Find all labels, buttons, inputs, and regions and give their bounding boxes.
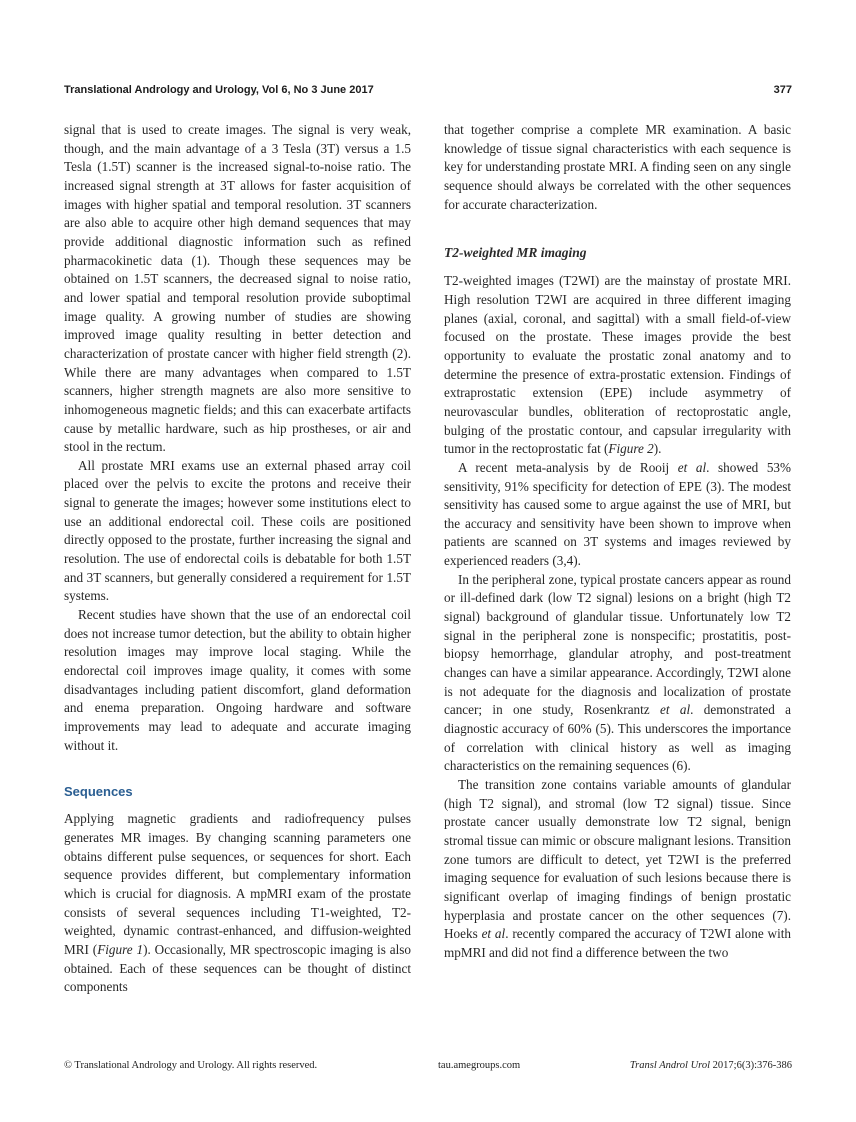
text-run: The transition zone contains variable amounts of glandular (high T2 signal), and stromal (low T2 signal) tissue. Since prostate cancer usually demonstrate low T2 signal, benign stromal tissue can mimic or obscure malignant lesions. Transition zone tumors are difficult to detect, yet T2WI is the preferred imaging sequence for evaluation of such lesions because there is significant overlap of imaging findings of benign prostatic hyperplasia and prostate cancer on the other sequences (7). Hoeks — [444, 777, 791, 942]
paragraph — [64, 810, 411, 997]
paragraph — [444, 459, 791, 571]
text-run: ). Occasionally, MR spectroscopic imaging is also obtained. Each of these sequences can be thought of distinct components — [64, 941, 411, 995]
text-run: ). — [653, 441, 662, 457]
paragraph — [444, 272, 791, 459]
text-run: . showed 53% sensitivity, 91% specificity for detection of EPE (3). The modest sensitivity has caused some to argue against the use of MRI, but the accuracy and sensitivity have been shown to improve when patients are scanned on 3T systems and images reviewed by experienced readers (3,4). — [444, 459, 791, 569]
left-column — [64, 121, 411, 997]
page-footer — [64, 1060, 792, 1076]
text-run: A recent meta-analysis by de Rooij — [458, 459, 678, 475]
figure-1-reference: Figure 1 — [97, 941, 144, 957]
text-run: In the peripheral zone, typical prostate cancers appear as round or ill-defined dark (low T2 signal) lesions on a bright (high T2 signal) background of glandular tissue. Unfortunately low T2 signal in the peripheral zone is nonspecific; prostatitis, post-biopsy hemorrhage, glandular atrophy, and post-treatment changes can have a similar appearance. Accordingly, T2WI alone is not adequate for the diagnosis and localization of prostate cancer; in one study, Rosenkrantz — [444, 571, 791, 718]
journal-title: Translational Andrology and Urology, Vol 6, No 3 June 2017 — [64, 84, 374, 96]
page-number: 377 — [773, 84, 792, 96]
website-link[interactable]: tau.amegroups.com — [438, 1060, 521, 1071]
copyright-notice: © Translational Andrology and Urology. All rights reserved. — [64, 1060, 318, 1071]
text-run: T2-weighted images (T2WI) are the mainstay of prostate MRI. High resolution T2WI are acquired in three different imaging planes (axial, coronal, and sagittal) with a small field-of-view focused on the prostate. These images provide the best opportunity to evaluate the prostatic zonal anatomy and to determine the presence of extra-prostatic extension. Findings of extraprostatic extension (EPE) include asymmetry of neurovascular bundles, obliteration of rectoprostatic angle, bulging of the prostatic contour, and capsular irregularity with tumor in the rectoprostatic fat ( — [444, 273, 791, 457]
subsection-heading-t2-weighted: T2-weighted MR imaging — [444, 245, 587, 261]
et-al: et al — [481, 926, 506, 942]
text-run: . recently compared the accuracy of T2WI alone with mpMRI and did not find a difference between the two — [444, 926, 792, 960]
citation — [630, 1060, 792, 1071]
paragraph: Recent studies have shown that the use of an endorectal coil does not increase tumor detection, but the ability to obtain higher resolution images may improve local staging. While the endorectal coil improves image quality, it comes with some disadvantages including patient discomfort, gland deformation and enema preparation. Ongoing hardware and software improvements may lead to adequate and accurate imaging without it. — [64, 607, 411, 753]
et-al: et al — [660, 702, 691, 718]
right-column — [444, 121, 791, 963]
et-al: et al — [677, 459, 707, 475]
paragraph: signal that is used to create images. The signal is very weak, though, and the main advantage of a 3 Tesla (3T) versus a 1.5 Tesla (1.5T) scanner is the increased signal-to-noise ratio. The increased signal strength at 3T allows for faster acquisition of images with higher spatial and temporal resolution. 3T scanners are also able to acquire other high demand sequences that may provide additional diagnostic information such as refined pharmacokinetic data (1). Though these sequences may be obtained on 1.5T scanners, the decreased signal to noise ratio, and lower spatial and temporal resolution provide suboptimal image quality. A growing number of studies are showing improved image quality resulting in better detection and characterization of prostate cancer with higher field strength (2). While there are many advantages when compared to 1.5T scanners, higher strength magnets are also more sensitive to inhomogeneous magnetic fields; and this can exacerbate artifacts cause by metallic hardware, such as hip prostheses, or air and stool in the rectum. — [64, 122, 411, 455]
paragraph: that together comprise a complete MR examination. A basic knowledge of tissue signal characteristics with each sequence is key for understanding prostate MRI. A finding seen on any single sequence should always be correlated with the other sequences for accurate characterization. — [444, 122, 791, 212]
citation-reference: 2017;6(3):376-386 — [710, 1060, 792, 1071]
paragraph — [444, 571, 791, 776]
paragraph — [444, 776, 791, 963]
section-heading-sequences: Sequences — [64, 784, 133, 800]
text-run: . demonstrated a diagnostic accuracy of 60% (5). This underscores the importance of correlation with clinical history as well as imaging characteristics on the remaining sequences (6). — [444, 702, 791, 774]
text-run: Applying magnetic gradients and radiofrequency pulses generates MR images. By changing scanning parameters one obtains different pulse sequences, or sequences for short. Each sequence provides different, but complementary information which is crucial for diagnosis. A mpMRI exam of the prostate consists of several sequences including T1-weighted, T2-weighted, dynamic contrast-enhanced, and diffusion-weighted MRI ( — [64, 811, 411, 957]
paragraph: All prostate MRI exams use an external phased array coil placed over the pelvis to excite the protons and receive their signal to generate the images; however some institutions elect to use an additional endorectal coil. These coils are positioned directly opposed to the prostate, further increasing the signal and resolution. The use of endorectal coils is debatable for both 1.5T and 3T scanners, but generally considered a requirement for 1.5T systems. — [64, 457, 411, 604]
figure-2-reference: Figure 2 — [608, 441, 654, 457]
citation-journal: Transl Androl Urol — [629, 1060, 711, 1071]
